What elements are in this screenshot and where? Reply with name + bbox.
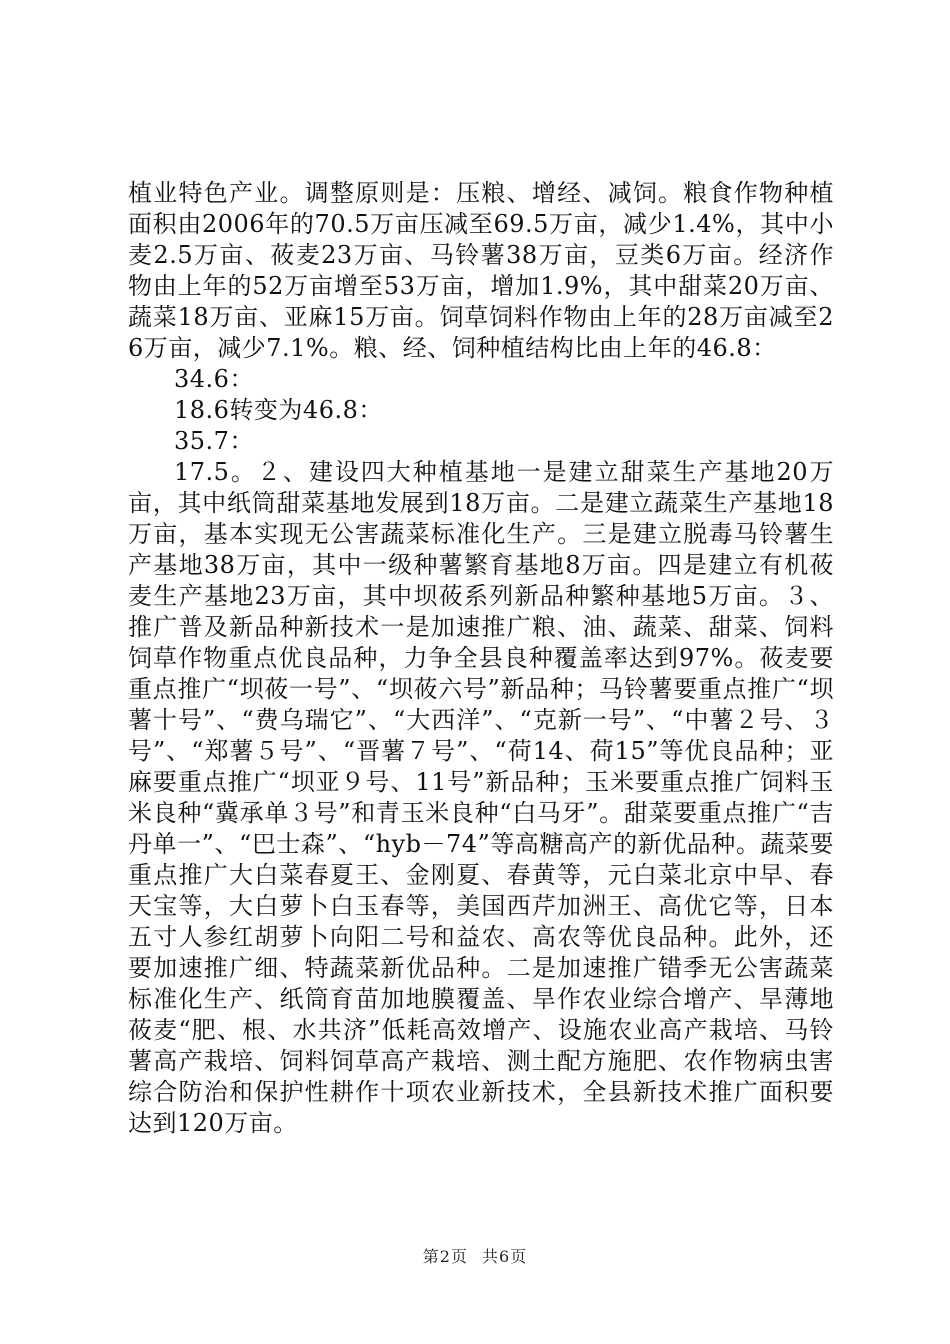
page-number: 第2页 [422, 1247, 468, 1266]
paragraph-2: 34.6： [174, 365, 254, 393]
paragraph-4: 35.7： [174, 427, 254, 455]
page-total: 共6页 [482, 1247, 528, 1266]
body-text [128, 178, 834, 1139]
paragraph-3: 18.6转变为46.8： [174, 396, 383, 424]
page-footer [0, 1244, 950, 1267]
paragraph-5: 17.5。２、建设四大种植基地一是建立甜菜生产基地20万亩，其中纸筒甜菜基地发展到18万亩。二是建立蔬菜生产基地18万亩，基本实现无公害蔬菜标准化生产。三是建立脱毒马铃薯生产基地38万亩，其中一级种薯繁育基地8万亩。四是建立有机莜麦生产基地23万亩，其中坝莜系列新品种繁种基地5万亩。３、推广普及新品种新技术一是加速推广粮、油、蔬菜、甜菜、饲料饲草作物重点优良品种，力争全县良种覆盖率达到97%。莜麦要重点推广“坝莜一号”、“坝莜六号”新品种；马铃薯要重点推广“坝薯十号”、“费乌瑞它”、“大西洋”、“克新一号”、“中薯２号、３号”、“郑薯５号”、“晋薯７号”、“荷14、荷15”等优良品种；亚麻要重点推广“坝亚９号、11号”新品种；玉米要重点推广饲料玉米良种“冀承单３号”和青玉米良种“白马牙”。甜菜要重点推广“吉丹单一”、“巴士森”、“hyb－74”等高糖高产的新优品种。蔬菜要重点推广大白菜春夏王、金刚夏、春黄等，元白菜北京中早、春天宝等，大白萝卜白玉春等，美国西芹加洲王、高优它等，日本五寸人参红胡萝卜向阳二号和益农、高农等优良品种。此外，还要加速推广细、特蔬菜新优品种。二是加速推广错季无公害蔬菜标准化生产、纸筒育苗加地膜覆盖、旱作农业综合增产、旱薄地莜麦“肥、根、水共济”低耗高效增产、设施农业高产栽培、马铃薯高产栽培、饲料饲草高产栽培、测土配方施肥、农作物病虫害综合防治和保护性耕作十项农业新技术，全县新技术推广面积要达到120万亩。 [128, 458, 834, 1137]
paragraph-1: 植业特色产业。调整原则是：压粮、增经、减饲。粮食作物种植面积由2006年的70.5万亩压减至69.5万亩，减少1.4%，其中小麦2.5万亩、莜麦23万亩、马铃薯38万亩，豆类6万亩。经济作物由上年的52万亩增至53万亩，增加1.9%，其中甜菜20万亩、蔬菜18万亩、亚麻15万亩。饲草饲料作物由上年的28万亩减至26万亩，减少7.1%。粮、经、饲种植结构比由上年的46.8： [128, 179, 834, 362]
